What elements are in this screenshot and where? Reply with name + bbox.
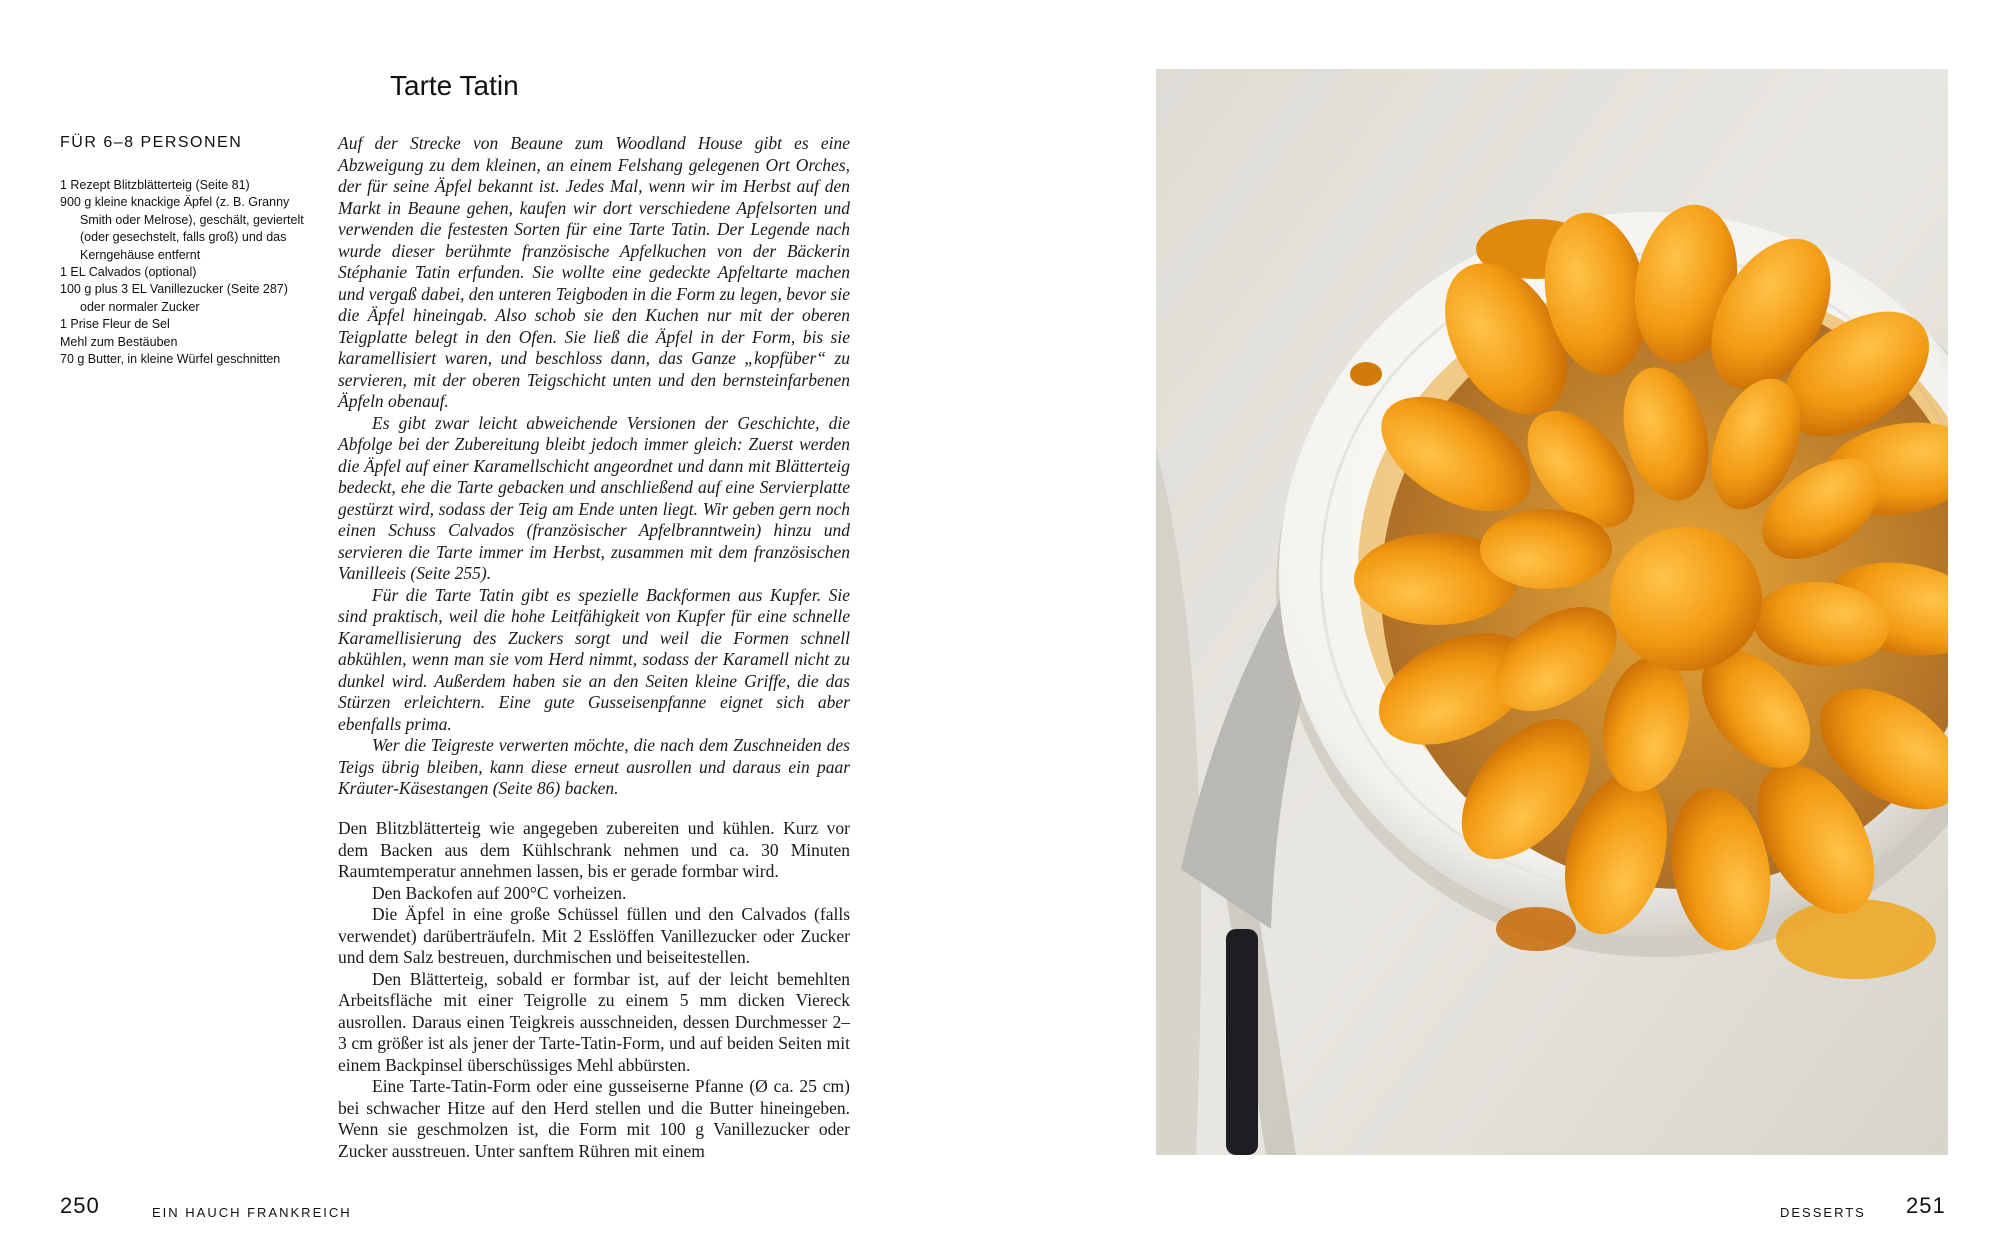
ingredient-list bbox=[60, 177, 310, 368]
ingredient-item: 1 Prise Fleur de Sel bbox=[60, 317, 170, 332]
method-paragraph: Die Äpfel in eine große Schüssel füllen und den Calvados (falls verwendet) darüberträufeln. Mit 2 Esslöffen Vanillezucker oder Zucker und dem Salz bestreuen, durchmischen und beiseitestellen. bbox=[338, 904, 850, 967]
recipe-title: Tarte Tatin bbox=[390, 70, 519, 101]
right-running-head: DESSERTS bbox=[1780, 1205, 1866, 1220]
right-page-number: 251 bbox=[1906, 1193, 1946, 1218]
tarte-tatin-photo bbox=[1156, 69, 1948, 1155]
story-paragraph: Wer die Teigreste verwerten möchte, die nach dem Zuschneiden des Teigs übrig bleiben, kann diese erneut ausrollen und daraus ein paar Kräuter-Käsestangen (Seite 86) backen. bbox=[338, 735, 850, 798]
method-paragraph: Den Blätterteig, sobald er formbar ist, auf der leicht bemehlten Arbeitsfläche mit einer Teigrolle zu einem 5 mm dicken Viereck ausrollen. Daraus einen Teigkreis ausschneiden, dessen Durchmesser 2–3 cm größer ist als jener der Tarte-Tatin-Form, und auf beiden Seiten mit einem Backpinsel überschüssiges Mehl abbürsten. bbox=[338, 968, 850, 1075]
method-steps bbox=[338, 818, 850, 1162]
story-paragraph: Für die Tarte Tatin gibt es spezielle Backformen aus Kupfer. Sie sind praktisch, weil die hohe Leitfähigkeit von Kupfer für eine schnelle Karamellisierung des Zuckers sorgt und weil die Formen schnell abkühlen, wenn man sie vom Herd nimmt, sodass der Karamell nicht zu dunkel wird. Außerdem haben sie an den Seiten kleine Griffe, die das Stürzen erleichtern. Eine gute Gusseisenpfanne eignet sich aber ebenfalls prima. bbox=[338, 584, 850, 734]
method-paragraph: Den Backofen auf 200°C vorheizen. bbox=[372, 882, 627, 903]
ingredient-item: 100 g plus 3 EL Vanillezucker (Seite 287) oder normaler Zucker bbox=[60, 282, 288, 314]
story-paragraph: Es gibt zwar leicht abweichende Versionen der Geschichte, die Abfolge bei der Zubereitung bleibt jedoch immer gleich: Zuerst werden die Äpfel auf einer Karamellschicht angeordnet und dann mit Blätterteig bedeckt, ehe die Tarte gebacken und anschließend auf eine Servierplatte gestürzt wird, sodass der Teig am Ende unten liegt. Wir geben gern noch einen Schuss Calvados (französischer Apfelbranntwein) hinzu und servieren die Tarte immer im Herbst, zusammen mit dem französischen Vanilleeis (Seite 255). bbox=[338, 412, 850, 583]
intro-story bbox=[338, 133, 850, 800]
ingredient-item: 1 EL Calvados (optional) bbox=[60, 265, 197, 280]
ingredient-item: Mehl zum Bestäuben bbox=[60, 334, 178, 349]
ingredient-item: 70 g Butter, in kleine Würfel geschnitten bbox=[60, 352, 281, 367]
servings-label: FÜR 6–8 PERSONEN bbox=[60, 134, 243, 151]
ingredient-item: 1 Rezept Blitzblätterteig (Seite 81) bbox=[60, 178, 250, 192]
method-paragraph: Den Blitzblätterteig wie angegeben zubereiten und kühlen. Kurz vor dem Backen aus dem Kühlschrank nehmen und ca. 30 Minuten Raumtemperatur annehmen lassen, bis er gerade formbar wird. bbox=[338, 818, 850, 881]
method-paragraph: Eine Tarte-Tatin-Form oder eine gusseiserne Pfanne (Ø ca. 25 cm) bei schwacher Hitze auf den Herd stellen und die Butter hineingeben. Wenn sie geschmolzen ist, die Form mit 100 g Vanillezucker oder Zucker ausstreuen. Unter sanftem Rühren mit einem bbox=[338, 1076, 850, 1161]
ingredient-item: 900 g kleine knackige Äpfel (z. B. Granny Smith oder Melrose), geschält, geviertelt (oder gesechstelt, falls groß) und das Kerngehäuse entfernt bbox=[60, 195, 304, 262]
left-page-number: 250 bbox=[60, 1193, 100, 1218]
left-running-head: EIN HAUCH FRANKREICH bbox=[152, 1205, 352, 1220]
story-paragraph: Auf der Strecke von Beaune zum Woodland House gibt es eine Abzweigung zu dem kleinen, an einem Felshang gelegenen Ort Orches, der für seine Äpfel bekannt ist. Jedes Mal, wenn wir im Herbst auf den Markt in Beaune gehen, kaufen wir dort verschiedene Apfelsorten und verwenden die festesten Sorten für eine Tarte Tatin. Der Legende nach wurde dieser berühmte französische Apfelkuchen von der Bäckerin Stéphanie Tatin erfunden. Sie wollte eine gedeckte Apfeltarte machen und vergaß dabei, den unteren Teigboden in die Form zu legen, bevor sie die Äpfel hineingab. Also schob sie den Kuchen nur mit der oberen Teigplatte belegt in den Ofen. Sie ließ die Äpfel in der Form, bis sie karamellisiert waren, und beschloss dann, das Ganze „kopfüber“ zu servieren, mit der oberen Teigschicht unten und den bernsteinfarbenen Äpfeln obenauf. bbox=[338, 133, 850, 411]
